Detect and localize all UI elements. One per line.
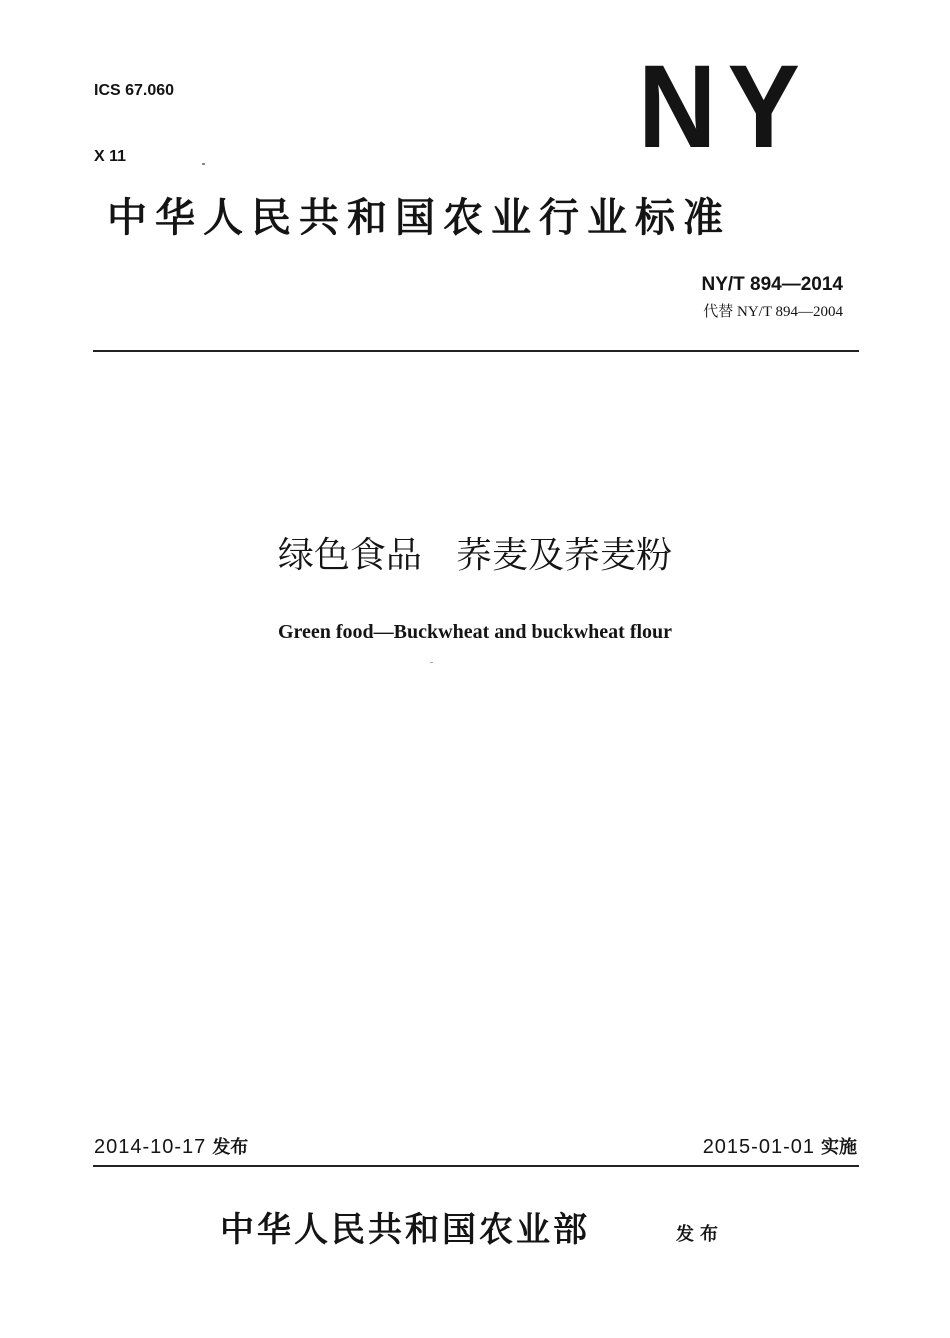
implementation-label: 实施 bbox=[821, 1137, 857, 1158]
english-title: Green food—Buckwheat and buckwheat flour bbox=[277, 621, 673, 643]
issue-date: 2014-10-17 bbox=[94, 1136, 207, 1158]
issuing-authority: 中华人民共和国农业部 bbox=[220, 1210, 590, 1250]
scan-speck-2 bbox=[430, 662, 433, 663]
implementation-date-block bbox=[703, 1133, 857, 1162]
classification-block bbox=[94, 36, 174, 190]
standard-type-title: 中华人民共和国农业行业标准 bbox=[107, 194, 731, 241]
issuer-action: 发布 bbox=[676, 1224, 724, 1245]
ny-logo: NY bbox=[638, 41, 811, 173]
classification-code: X 11 bbox=[94, 148, 127, 165]
issue-date-block bbox=[94, 1133, 248, 1162]
issue-label: 发布 bbox=[212, 1137, 249, 1158]
standard-code: NY/T 894—2014 bbox=[701, 274, 843, 295]
replaces-code: 代替 NY/T 894—2004 bbox=[703, 304, 843, 320]
footer-divider bbox=[93, 1165, 859, 1167]
scan-speck bbox=[202, 163, 205, 165]
ics-code: ICS 67.060 bbox=[94, 82, 175, 99]
header-divider bbox=[93, 350, 859, 352]
chinese-title: 绿色食品 荞麦及荞麦粉 bbox=[277, 535, 673, 576]
implementation-date: 2015-01-01 bbox=[702, 1136, 815, 1158]
